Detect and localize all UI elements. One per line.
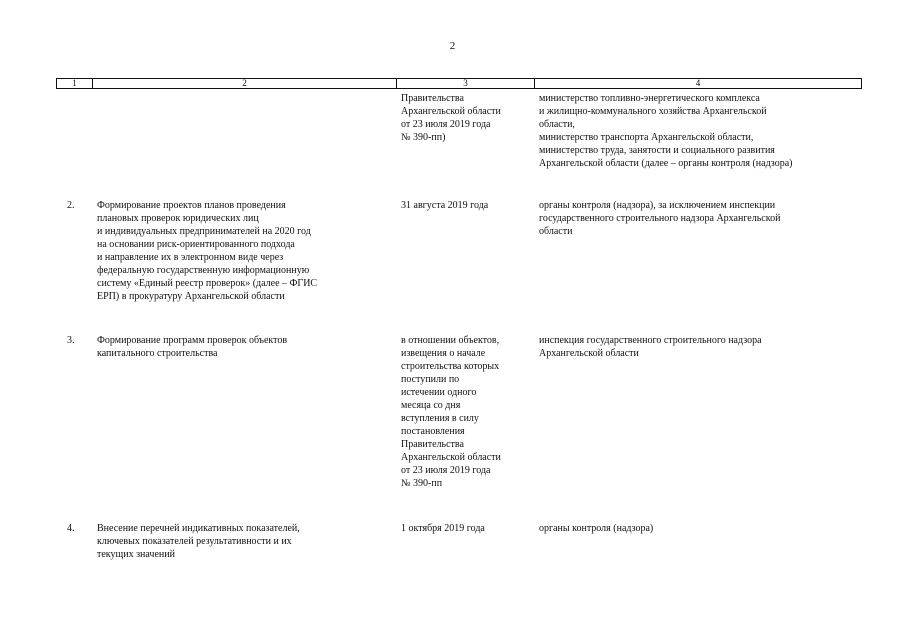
row-number: 4. bbox=[67, 523, 75, 534]
continuation-deadline-cell: Правительства Архангельской области от 23 июля 2019 года № 390-пп) bbox=[401, 93, 501, 143]
responsible-cell: органы контроля (надзора), за исключением инспекции государственного строительного надзора Архангельской области bbox=[539, 200, 781, 237]
action-cell: Внесение перечней индикативных показателей, ключевых показателей результативности и их текущих значений bbox=[97, 523, 300, 560]
column-header-2: 2 bbox=[93, 79, 397, 88]
action-cell: Формирование программ проверок объектов капитального строительства bbox=[97, 335, 288, 359]
action-cell: Формирование проектов планов проведения плановых проверок юридических лиц и индивидуальных предпринимателей на 2020 год на основании риск-ориентированного подхода и направление их в электронном виде через федеральную государственную информационную систему «Единый реестр проверок» (далее – ФГИС ЕРП) в прокуратуру Архангельской области bbox=[97, 200, 318, 302]
deadline-cell: 31 августа 2019 года bbox=[401, 200, 489, 211]
page-number: 2 bbox=[449, 40, 456, 52]
column-header-4: 4 bbox=[695, 78, 701, 88]
row-number: 2. bbox=[67, 200, 75, 211]
column-header-1: 1 bbox=[57, 79, 93, 88]
table-header-row bbox=[56, 78, 862, 89]
column-header-3: 3 bbox=[397, 79, 535, 88]
continuation-responsible-cell: министерство топливно-энергетического комплекса и жилищно-коммунального хозяйства Архангельской области, министерство транспорта Архангельской области, министерство труда, занятости и социального развития Архангельской области (далее – органы контроля (надзора) bbox=[539, 93, 793, 169]
responsible-cell: органы контроля (надзора) bbox=[539, 523, 654, 534]
deadline-cell: в отношении объектов, извещения о начале строительства которых поступили по истечении одного месяца со дня вступления в силу постановления Правительства Архангельской области от 23 июля 2019 года № 390-пп bbox=[401, 335, 501, 489]
row-number: 3. bbox=[67, 335, 75, 346]
responsible-cell: инспекция государственного строительного надзора Архангельской области bbox=[539, 335, 762, 359]
deadline-cell: 1 октября 2019 года bbox=[401, 523, 485, 534]
